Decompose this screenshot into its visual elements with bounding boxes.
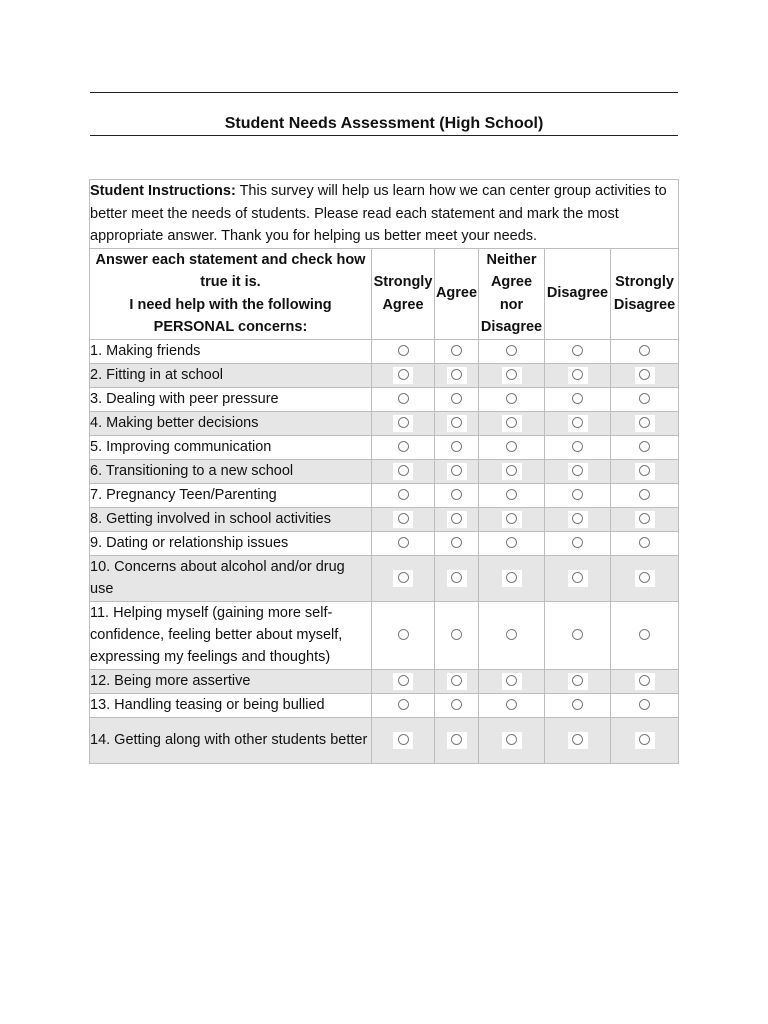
option-cell-strongly-agree bbox=[372, 411, 435, 435]
radio-option-strongly-disagree[interactable] bbox=[635, 415, 655, 432]
option-cell-disagree bbox=[545, 387, 611, 411]
radio-option-strongly-agree[interactable] bbox=[393, 697, 413, 714]
radio-option-disagree[interactable] bbox=[568, 535, 588, 552]
radio-button-icon[interactable] bbox=[572, 537, 583, 548]
radio-button-icon[interactable] bbox=[398, 489, 409, 500]
survey-row bbox=[90, 363, 679, 387]
radio-option-agree[interactable] bbox=[447, 535, 467, 552]
option-cell-strongly-agree bbox=[372, 339, 435, 363]
radio-button-icon[interactable] bbox=[506, 489, 517, 500]
radio-button-icon[interactable] bbox=[451, 369, 462, 380]
radio-option-strongly-agree[interactable] bbox=[393, 732, 413, 749]
page-title: Student Needs Assessment (High School) bbox=[224, 115, 544, 132]
radio-option-disagree[interactable] bbox=[568, 343, 588, 360]
radio-option-agree[interactable] bbox=[447, 463, 467, 480]
radio-button-icon[interactable] bbox=[451, 489, 462, 500]
option-cell-agree bbox=[435, 601, 479, 669]
radio-button-icon[interactable] bbox=[451, 699, 462, 710]
option-cell-strongly-agree bbox=[372, 555, 435, 601]
option-cell-neither bbox=[479, 387, 545, 411]
radio-option-agree[interactable] bbox=[447, 343, 467, 360]
radio-button-icon[interactable] bbox=[506, 441, 517, 452]
option-cell-strongly-disagree bbox=[611, 601, 679, 669]
radio-button-icon[interactable] bbox=[398, 513, 409, 524]
column-header-agree: Agree bbox=[435, 248, 479, 339]
radio-button-icon[interactable] bbox=[572, 489, 583, 500]
radio-option-strongly-agree[interactable] bbox=[393, 463, 413, 480]
radio-button-icon[interactable] bbox=[639, 537, 650, 548]
option-cell-disagree bbox=[545, 531, 611, 555]
radio-button-icon[interactable] bbox=[451, 513, 462, 524]
survey-item-label: 13. Handling teasing or being bullied bbox=[90, 693, 372, 717]
option-cell-strongly-disagree bbox=[611, 669, 679, 693]
radio-option-strongly-agree[interactable] bbox=[393, 343, 413, 360]
survey-row bbox=[90, 693, 679, 717]
radio-button-icon[interactable] bbox=[572, 629, 583, 640]
radio-option-agree[interactable] bbox=[447, 673, 467, 690]
radio-option-agree[interactable] bbox=[447, 627, 467, 644]
option-cell-neither bbox=[479, 459, 545, 483]
survey-item-label: 5. Improving communication bbox=[90, 435, 372, 459]
option-cell-strongly-disagree bbox=[611, 435, 679, 459]
radio-button-icon[interactable] bbox=[398, 369, 409, 380]
radio-option-strongly-agree[interactable] bbox=[393, 535, 413, 552]
radio-button-icon[interactable] bbox=[398, 465, 409, 476]
radio-option-strongly-agree[interactable] bbox=[393, 439, 413, 456]
option-cell-agree bbox=[435, 555, 479, 601]
radio-button-icon[interactable] bbox=[451, 734, 462, 745]
option-cell-strongly-disagree bbox=[611, 339, 679, 363]
option-cell-agree bbox=[435, 531, 479, 555]
column-header-strongly-agree: Strongly Agree bbox=[372, 248, 435, 339]
survey-item-label: 7. Pregnancy Teen/Parenting bbox=[90, 483, 372, 507]
title-bottom-rule bbox=[90, 135, 678, 136]
survey-row bbox=[90, 339, 679, 363]
radio-button-icon[interactable] bbox=[639, 393, 650, 404]
option-cell-strongly-disagree bbox=[611, 555, 679, 601]
option-cell-neither bbox=[479, 693, 545, 717]
radio-button-icon[interactable] bbox=[506, 345, 517, 356]
radio-option-agree[interactable] bbox=[447, 732, 467, 749]
option-cell-neither bbox=[479, 669, 545, 693]
radio-option-agree[interactable] bbox=[447, 367, 467, 384]
prompt-line-2: I need help with the following PERSONAL concerns: bbox=[129, 296, 332, 335]
radio-option-strongly-agree[interactable] bbox=[393, 367, 413, 384]
survey-row bbox=[90, 411, 679, 435]
survey-row bbox=[90, 555, 679, 601]
radio-option-agree[interactable] bbox=[447, 570, 467, 587]
option-cell-disagree bbox=[545, 507, 611, 531]
option-cell-neither bbox=[479, 483, 545, 507]
option-cell-strongly-agree bbox=[372, 507, 435, 531]
survey-item-label: 4. Making better decisions bbox=[90, 411, 372, 435]
option-cell-strongly-disagree bbox=[611, 363, 679, 387]
radio-option-neither[interactable] bbox=[502, 673, 522, 690]
radio-button-icon[interactable] bbox=[639, 675, 650, 686]
radio-button-icon[interactable] bbox=[572, 369, 583, 380]
survey-item-label: 10. Concerns about alcohol and/or drug use bbox=[90, 555, 372, 601]
radio-button-icon[interactable] bbox=[506, 629, 517, 640]
instructions-label: Student Instructions: bbox=[90, 183, 236, 199]
option-cell-strongly-disagree bbox=[611, 459, 679, 483]
survey-item-label: 3. Dealing with peer pressure bbox=[90, 387, 372, 411]
radio-option-neither[interactable] bbox=[502, 439, 522, 456]
radio-option-strongly-agree[interactable] bbox=[393, 570, 413, 587]
radio-option-agree[interactable] bbox=[447, 487, 467, 504]
radio-button-icon[interactable] bbox=[398, 734, 409, 745]
option-cell-strongly-agree bbox=[372, 601, 435, 669]
radio-option-disagree[interactable] bbox=[568, 673, 588, 690]
survey-item-label: 9. Dating or relationship issues bbox=[90, 531, 372, 555]
option-cell-agree bbox=[435, 717, 479, 763]
radio-option-strongly-disagree[interactable] bbox=[635, 463, 655, 480]
option-cell-disagree bbox=[545, 669, 611, 693]
column-header-strongly-disagree: Strongly Disagree bbox=[611, 248, 679, 339]
radio-button-icon[interactable] bbox=[398, 537, 409, 548]
radio-option-neither[interactable] bbox=[502, 697, 522, 714]
option-cell-disagree bbox=[545, 693, 611, 717]
radio-option-disagree[interactable] bbox=[568, 439, 588, 456]
radio-button-icon[interactable] bbox=[572, 699, 583, 710]
radio-option-neither[interactable] bbox=[502, 391, 522, 408]
radio-button-icon[interactable] bbox=[451, 572, 462, 583]
radio-option-disagree[interactable] bbox=[568, 487, 588, 504]
option-cell-strongly-disagree bbox=[611, 693, 679, 717]
option-cell-neither bbox=[479, 363, 545, 387]
radio-button-icon[interactable] bbox=[639, 513, 650, 524]
radio-button-icon[interactable] bbox=[506, 537, 517, 548]
radio-button-icon[interactable] bbox=[639, 734, 650, 745]
radio-option-strongly-agree[interactable] bbox=[393, 511, 413, 528]
radio-button-icon[interactable] bbox=[572, 393, 583, 404]
option-cell-strongly-agree bbox=[372, 717, 435, 763]
option-cell-neither bbox=[479, 531, 545, 555]
radio-button-icon[interactable] bbox=[572, 345, 583, 356]
survey-item-label: 1. Making friends bbox=[90, 339, 372, 363]
option-cell-disagree bbox=[545, 339, 611, 363]
option-cell-strongly-agree bbox=[372, 693, 435, 717]
radio-button-icon[interactable] bbox=[398, 441, 409, 452]
radio-option-disagree[interactable] bbox=[568, 570, 588, 587]
radio-button-icon[interactable] bbox=[506, 734, 517, 745]
option-cell-disagree bbox=[545, 555, 611, 601]
option-cell-disagree bbox=[545, 363, 611, 387]
option-cell-neither bbox=[479, 435, 545, 459]
radio-option-disagree[interactable] bbox=[568, 415, 588, 432]
survey-item-label: 11. Helping myself (gaining more self-confidence, feeling better about myself, expressing my feelings and thoughts) bbox=[90, 601, 372, 669]
option-cell-disagree bbox=[545, 459, 611, 483]
radio-button-icon[interactable] bbox=[639, 417, 650, 428]
option-cell-neither bbox=[479, 717, 545, 763]
option-cell-agree bbox=[435, 387, 479, 411]
radio-button-icon[interactable] bbox=[572, 513, 583, 524]
radio-button-icon[interactable] bbox=[398, 629, 409, 640]
survey-row bbox=[90, 507, 679, 531]
radio-button-icon[interactable] bbox=[398, 699, 409, 710]
option-cell-disagree bbox=[545, 435, 611, 459]
radio-option-strongly-disagree[interactable] bbox=[635, 732, 655, 749]
option-cell-neither bbox=[479, 507, 545, 531]
option-cell-strongly-agree bbox=[372, 669, 435, 693]
radio-button-icon[interactable] bbox=[572, 734, 583, 745]
option-cell-strongly-agree bbox=[372, 363, 435, 387]
radio-option-neither[interactable] bbox=[502, 487, 522, 504]
option-cell-neither bbox=[479, 411, 545, 435]
radio-button-icon[interactable] bbox=[639, 345, 650, 356]
radio-button-icon[interactable] bbox=[506, 465, 517, 476]
survey-item-label: 12. Being more assertive bbox=[90, 669, 372, 693]
radio-button-icon[interactable] bbox=[398, 345, 409, 356]
radio-button-icon[interactable] bbox=[398, 572, 409, 583]
radio-button-icon[interactable] bbox=[572, 441, 583, 452]
option-cell-disagree bbox=[545, 483, 611, 507]
option-cell-strongly-disagree bbox=[611, 483, 679, 507]
radio-option-strongly-disagree[interactable] bbox=[635, 511, 655, 528]
survey-item-label: 8. Getting involved in school activities bbox=[90, 507, 372, 531]
radio-option-disagree[interactable] bbox=[568, 732, 588, 749]
option-cell-disagree bbox=[545, 717, 611, 763]
radio-button-icon[interactable] bbox=[639, 629, 650, 640]
title-top-rule bbox=[90, 92, 678, 93]
radio-option-strongly-disagree[interactable] bbox=[635, 343, 655, 360]
radio-option-strongly-disagree[interactable] bbox=[635, 367, 655, 384]
radio-button-icon[interactable] bbox=[451, 393, 462, 404]
option-cell-strongly-agree bbox=[372, 531, 435, 555]
survey-row bbox=[90, 601, 679, 669]
option-cell-strongly-disagree bbox=[611, 387, 679, 411]
radio-button-icon[interactable] bbox=[506, 572, 517, 583]
radio-button-icon[interactable] bbox=[451, 537, 462, 548]
radio-option-strongly-agree[interactable] bbox=[393, 391, 413, 408]
radio-button-icon[interactable] bbox=[398, 417, 409, 428]
instructions-text: This survey will help us learn how we can center group activities to better meet the needs of students. Please read each statement and mark the most appropriate answer. Thank you for helping us better meet your needs. bbox=[90, 183, 667, 244]
radio-button-icon[interactable] bbox=[639, 489, 650, 500]
option-cell-strongly-agree bbox=[372, 483, 435, 507]
radio-button-icon[interactable] bbox=[506, 699, 517, 710]
survey-item-label: 14. Getting along with other students better bbox=[90, 717, 372, 763]
option-cell-strongly-agree bbox=[372, 459, 435, 483]
radio-button-icon[interactable] bbox=[398, 675, 409, 686]
radio-option-strongly-disagree[interactable] bbox=[635, 697, 655, 714]
option-cell-agree bbox=[435, 459, 479, 483]
radio-button-icon[interactable] bbox=[451, 675, 462, 686]
radio-option-disagree[interactable] bbox=[568, 697, 588, 714]
radio-option-strongly-disagree[interactable] bbox=[635, 535, 655, 552]
radio-option-disagree[interactable] bbox=[568, 391, 588, 408]
radio-option-agree[interactable] bbox=[447, 415, 467, 432]
radio-button-icon[interactable] bbox=[451, 465, 462, 476]
radio-option-strongly-agree[interactable] bbox=[393, 673, 413, 690]
option-cell-agree bbox=[435, 363, 479, 387]
survey-row bbox=[90, 459, 679, 483]
survey-item-label: 2. Fitting in at school bbox=[90, 363, 372, 387]
radio-option-disagree[interactable] bbox=[568, 627, 588, 644]
radio-option-strongly-disagree[interactable] bbox=[635, 570, 655, 587]
survey-item-label: 6. Transitioning to a new school bbox=[90, 459, 372, 483]
radio-button-icon[interactable] bbox=[506, 369, 517, 380]
radio-button-icon[interactable] bbox=[572, 417, 583, 428]
radio-option-disagree[interactable] bbox=[568, 463, 588, 480]
option-cell-agree bbox=[435, 339, 479, 363]
radio-option-neither[interactable] bbox=[502, 627, 522, 644]
instructions-cell bbox=[90, 180, 679, 249]
survey-row bbox=[90, 717, 679, 763]
radio-option-neither[interactable] bbox=[502, 732, 522, 749]
radio-button-icon[interactable] bbox=[639, 572, 650, 583]
radio-option-disagree[interactable] bbox=[568, 511, 588, 528]
option-cell-agree bbox=[435, 483, 479, 507]
option-cell-disagree bbox=[545, 601, 611, 669]
option-cell-strongly-disagree bbox=[611, 411, 679, 435]
radio-button-icon[interactable] bbox=[506, 417, 517, 428]
option-cell-neither bbox=[479, 339, 545, 363]
option-cell-strongly-agree bbox=[372, 435, 435, 459]
radio-button-icon[interactable] bbox=[451, 629, 462, 640]
radio-button-icon[interactable] bbox=[572, 572, 583, 583]
column-header-disagree: Disagree bbox=[545, 248, 611, 339]
radio-button-icon[interactable] bbox=[639, 441, 650, 452]
survey-row bbox=[90, 669, 679, 693]
option-cell-strongly-disagree bbox=[611, 717, 679, 763]
survey-table bbox=[89, 179, 679, 764]
radio-option-strongly-disagree[interactable] bbox=[635, 487, 655, 504]
instructions-row bbox=[90, 180, 679, 249]
survey-row bbox=[90, 435, 679, 459]
radio-option-neither[interactable] bbox=[502, 511, 522, 528]
radio-button-icon[interactable] bbox=[572, 675, 583, 686]
radio-option-disagree[interactable] bbox=[568, 367, 588, 384]
radio-option-neither[interactable] bbox=[502, 367, 522, 384]
survey-row bbox=[90, 483, 679, 507]
radio-option-neither[interactable] bbox=[502, 535, 522, 552]
option-cell-disagree bbox=[545, 411, 611, 435]
option-cell-strongly-disagree bbox=[611, 507, 679, 531]
radio-button-icon[interactable] bbox=[639, 465, 650, 476]
option-cell-agree bbox=[435, 411, 479, 435]
radio-option-strongly-disagree[interactable] bbox=[635, 673, 655, 690]
radio-button-icon[interactable] bbox=[506, 675, 517, 686]
option-cell-strongly-agree bbox=[372, 387, 435, 411]
header-row bbox=[90, 248, 679, 339]
radio-option-agree[interactable] bbox=[447, 439, 467, 456]
radio-option-strongly-agree[interactable] bbox=[393, 487, 413, 504]
radio-button-icon[interactable] bbox=[506, 513, 517, 524]
radio-option-agree[interactable] bbox=[447, 697, 467, 714]
radio-button-icon[interactable] bbox=[639, 369, 650, 380]
option-cell-strongly-disagree bbox=[611, 531, 679, 555]
radio-button-icon[interactable] bbox=[451, 441, 462, 452]
option-cell-agree bbox=[435, 435, 479, 459]
radio-button-icon[interactable] bbox=[398, 393, 409, 404]
radio-button-icon[interactable] bbox=[639, 699, 650, 710]
prompt-header bbox=[90, 248, 372, 339]
survey-row bbox=[90, 387, 679, 411]
radio-option-agree[interactable] bbox=[447, 511, 467, 528]
radio-button-icon[interactable] bbox=[451, 345, 462, 356]
radio-option-strongly-disagree[interactable] bbox=[635, 439, 655, 456]
radio-option-neither[interactable] bbox=[502, 570, 522, 587]
radio-option-strongly-agree[interactable] bbox=[393, 627, 413, 644]
radio-option-neither[interactable] bbox=[502, 415, 522, 432]
radio-option-neither[interactable] bbox=[502, 463, 522, 480]
radio-button-icon[interactable] bbox=[572, 465, 583, 476]
option-cell-agree bbox=[435, 693, 479, 717]
radio-option-agree[interactable] bbox=[447, 391, 467, 408]
radio-option-strongly-disagree[interactable] bbox=[635, 391, 655, 408]
option-cell-agree bbox=[435, 507, 479, 531]
prompt-line-1: Answer each statement and check how true it is. bbox=[95, 251, 366, 290]
radio-option-strongly-agree[interactable] bbox=[393, 415, 413, 432]
option-cell-agree bbox=[435, 669, 479, 693]
survey-row bbox=[90, 531, 679, 555]
column-header-neither: Neither Agree nor Disagree bbox=[479, 248, 545, 339]
radio-option-neither[interactable] bbox=[502, 343, 522, 360]
radio-button-icon[interactable] bbox=[451, 417, 462, 428]
option-cell-neither bbox=[479, 555, 545, 601]
option-cell-neither bbox=[479, 601, 545, 669]
radio-option-strongly-disagree[interactable] bbox=[635, 627, 655, 644]
radio-button-icon[interactable] bbox=[506, 393, 517, 404]
